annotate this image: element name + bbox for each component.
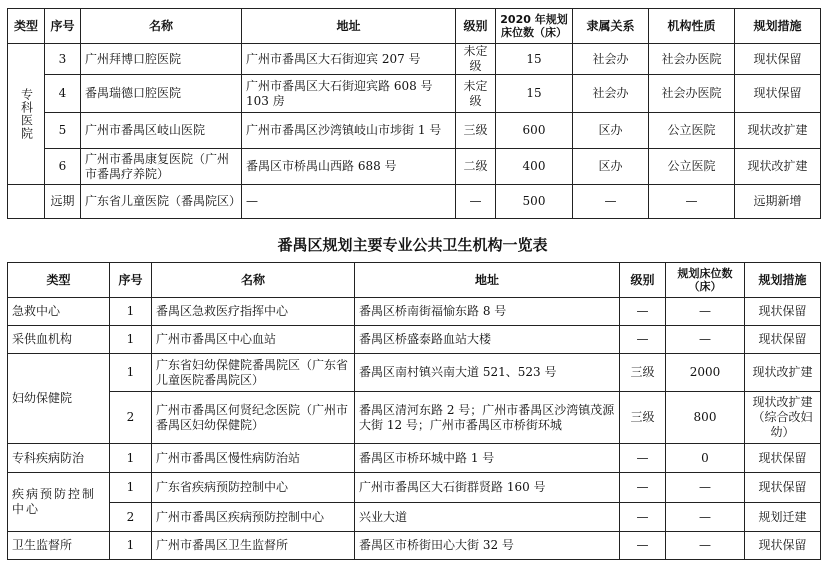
relation-cell: 区办 [573, 149, 649, 185]
no-cell: 5 [45, 113, 81, 149]
beds-cell: 15 [496, 44, 573, 75]
table-row [8, 354, 821, 392]
no-cell: 1 [110, 532, 152, 560]
address-cell: 番禺区清河东路 2 号；广州市番禺区沙湾镇茂源大街 12 号；广州市番禺区市桥街环城 [355, 392, 620, 444]
header-address: 地址 [242, 9, 456, 44]
type-cell [8, 185, 45, 219]
table1-header-row [8, 9, 821, 44]
plan-cell: 现状保留 [735, 75, 821, 113]
table-row [8, 75, 821, 113]
type-cell: 卫生监督所 [8, 532, 110, 560]
plan-cell: 现状保留 [745, 298, 821, 326]
header-address: 地址 [355, 263, 620, 298]
relation-cell: — [573, 185, 649, 219]
type-cell: 妇幼保健院 [8, 354, 110, 444]
relation-cell: 区办 [573, 113, 649, 149]
no-cell: 2 [110, 503, 152, 532]
header-plan: 规划措施 [735, 9, 821, 44]
table-row [8, 44, 821, 75]
address-cell: 广州市番禺区大石街迎宾 207 号 [242, 44, 456, 75]
no-cell: 4 [45, 75, 81, 113]
name-cell: 广东省儿童医院（番禺院区） [81, 185, 242, 219]
level-cell: — [620, 503, 666, 532]
name-cell: 广东省疾病预防控制中心 [152, 473, 355, 503]
beds-cell: — [666, 532, 745, 560]
beds-cell: 500 [496, 185, 573, 219]
header-relation: 隶属关系 [573, 9, 649, 44]
hospital-table [7, 8, 821, 219]
type-cell: 采供血机构 [8, 326, 110, 354]
nature-cell: 社会办医院 [649, 44, 735, 75]
address-cell: 番禺区市桥禺山西路 688 号 [242, 149, 456, 185]
level-cell: — [620, 326, 666, 354]
address-cell: 广州市番禺区沙湾镇岐山市埗街 1 号 [242, 113, 456, 149]
no-cell: 1 [110, 473, 152, 503]
nature-cell: — [649, 185, 735, 219]
address-cell: 番禺区桥南街福愉东路 8 号 [355, 298, 620, 326]
plan-cell: 现状改扩建（综合改妇幼） [745, 392, 821, 444]
address-cell: 番禺区桥盛泰路血站大楼 [355, 326, 620, 354]
table2-title: 番禺区规划主要专业公共卫生机构一览表 [277, 236, 548, 254]
plan-cell: 现状改扩建 [735, 113, 821, 149]
no-cell: 远期 [45, 185, 81, 219]
beds-cell: — [666, 326, 745, 354]
header-type: 类型 [8, 263, 110, 298]
relation-cell: 社会办 [573, 44, 649, 75]
name-cell: 广州拜博口腔医院 [81, 44, 242, 75]
nature-cell: 公立医院 [649, 149, 735, 185]
no-cell: 3 [45, 44, 81, 75]
name-cell: 广州市番禺区中心血站 [152, 326, 355, 354]
name-cell: 广州市番禺区慢性病防治站 [152, 444, 355, 473]
level-cell: 二级 [456, 149, 496, 185]
header-no: 序号 [45, 9, 81, 44]
type-cell: 专科疾病防治 [8, 444, 110, 473]
header-beds: 规划床位数（床） [666, 263, 745, 298]
beds-cell: 2000 [666, 354, 745, 392]
table-row [8, 298, 821, 326]
no-cell: 1 [110, 298, 152, 326]
table-row [8, 185, 821, 219]
type-cell: 疾病预防控制中心 [8, 473, 110, 532]
level-cell: — [620, 473, 666, 503]
public-health-table [7, 262, 821, 560]
plan-cell: 现状改扩建 [745, 354, 821, 392]
level-cell: 未定级 [456, 75, 496, 113]
no-cell: 1 [110, 326, 152, 354]
table-row [8, 149, 821, 185]
beds-cell: 400 [496, 149, 573, 185]
name-cell: 广州市番禺康复医院（广州市番禺疗养院） [81, 149, 242, 185]
type-cell [8, 44, 45, 185]
table2-header-row [8, 263, 821, 298]
table-row [8, 473, 821, 503]
no-cell: 1 [110, 444, 152, 473]
plan-cell: 现状保留 [735, 44, 821, 75]
name-cell: 广州市番禺区何贤纪念医院（广州市番禺区妇幼保健院） [152, 392, 355, 444]
address-cell: 番禺区市桥环城中路 1 号 [355, 444, 620, 473]
address-cell: 广州市番禺区大石街群贤路 160 号 [355, 473, 620, 503]
nature-cell: 社会办医院 [649, 75, 735, 113]
name-cell: 广州市番禺区岐山医院 [81, 113, 242, 149]
table-row [8, 326, 821, 354]
address-cell: 广州市番禺区大石街迎宾路 608 号 103 房 [242, 75, 456, 113]
plan-cell: 现状保留 [745, 473, 821, 503]
plan-cell: 现状保留 [745, 532, 821, 560]
beds-cell: — [666, 298, 745, 326]
header-plan: 规划措施 [745, 263, 821, 298]
name-cell: 番禺瑞德口腔医院 [81, 75, 242, 113]
level-cell: — [620, 532, 666, 560]
plan-cell: 远期新增 [735, 185, 821, 219]
table-row [8, 503, 821, 532]
beds-cell: 800 [666, 392, 745, 444]
beds-cell: — [666, 503, 745, 532]
table-row [8, 444, 821, 473]
beds-cell: 15 [496, 75, 573, 113]
no-cell: 2 [110, 392, 152, 444]
header-name: 名称 [152, 263, 355, 298]
beds-cell: 600 [496, 113, 573, 149]
level-cell: 三级 [620, 392, 666, 444]
level-cell: 未定级 [456, 44, 496, 75]
level-cell: — [620, 444, 666, 473]
header-beds: 2020 年规划床位数（床） [496, 9, 573, 44]
header-no: 序号 [110, 263, 152, 298]
address-cell: 番禺区南村镇兴南大道 521、523 号 [355, 354, 620, 392]
group-label: 专科医院 [19, 88, 34, 140]
level-cell: 三级 [620, 354, 666, 392]
level-cell: 三级 [456, 113, 496, 149]
type-cell: 急救中心 [8, 298, 110, 326]
table-row [8, 532, 821, 560]
name-cell: 番禺区急救医疗指挥中心 [152, 298, 355, 326]
header-level: 级别 [456, 9, 496, 44]
name-cell: 广东省妇幼保健院番禺院区（广东省儿童医院番禺院区） [152, 354, 355, 392]
plan-cell: 现状改扩建 [735, 149, 821, 185]
address-cell: 兴业大道 [355, 503, 620, 532]
level-cell: — [620, 298, 666, 326]
beds-cell: — [666, 473, 745, 503]
beds-cell: 0 [666, 444, 745, 473]
relation-cell: 社会办 [573, 75, 649, 113]
plan-cell: 现状保留 [745, 326, 821, 354]
name-cell: 广州市番禺区疾病预防控制中心 [152, 503, 355, 532]
address-cell: — [242, 185, 456, 219]
header-level: 级别 [620, 263, 666, 298]
nature-cell: 公立医院 [649, 113, 735, 149]
no-cell: 1 [110, 354, 152, 392]
no-cell: 6 [45, 149, 81, 185]
table-row [8, 392, 821, 444]
level-cell: — [456, 185, 496, 219]
address-cell: 番禺区市桥街田心大街 32 号 [355, 532, 620, 560]
plan-cell: 现状保留 [745, 444, 821, 473]
header-type: 类型 [8, 9, 45, 44]
plan-cell: 规划迁建 [745, 503, 821, 532]
table-row [8, 113, 821, 149]
header-nature: 机构性质 [649, 9, 735, 44]
header-name: 名称 [81, 9, 242, 44]
name-cell: 广州市番禺区卫生监督所 [152, 532, 355, 560]
